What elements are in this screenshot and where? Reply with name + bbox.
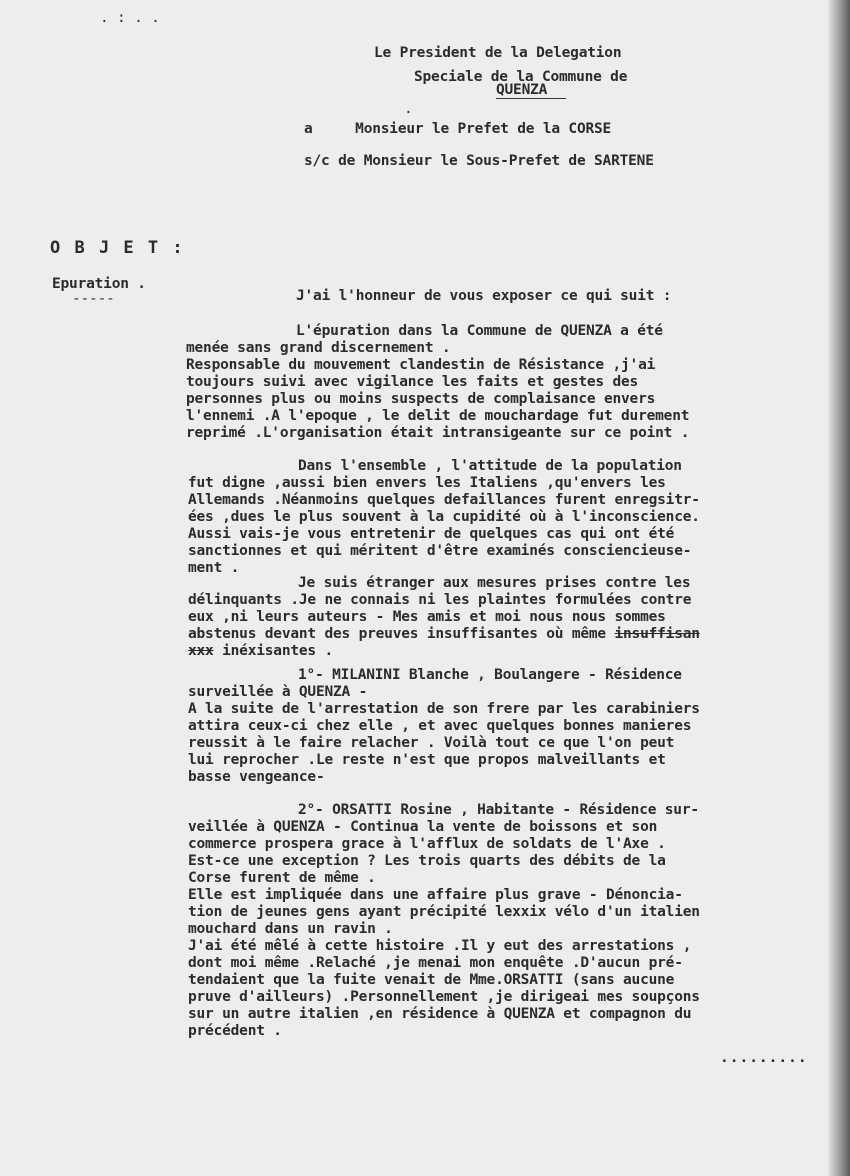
intro-line: J'ai l'honneur de vous exposer ce qui suit : bbox=[296, 288, 672, 304]
objet-subject: Epuration . bbox=[52, 276, 146, 292]
item2-line: sur un autre italien ,en résidence à QUENZA et compagnon du bbox=[188, 1006, 692, 1022]
item2-line: J'ai été mêlé à cette histoire .Il y eut des arrestations , bbox=[188, 938, 692, 954]
sender-commune-underline bbox=[496, 98, 566, 99]
item2-line: dont moi même .Relaché ,je menai mon enquête .D'aucun pré- bbox=[188, 955, 683, 971]
item2-line: précédent . bbox=[188, 1023, 282, 1039]
item2-line: tion de jeunes gens ayant précipité lexxix vélo d'un italien bbox=[188, 904, 700, 920]
header-mark: . bbox=[404, 101, 413, 117]
item1-line: A la suite de l'arrestation de son frere par les carabiniers bbox=[188, 701, 700, 717]
p3-line: délinquants .Je ne connais ni les plaintes formulées contre bbox=[188, 592, 692, 608]
p2-line: Dans l'ensemble , l'attitude de la population bbox=[298, 458, 682, 474]
p3-line-text: abstenus devant des preuves insuffisantes où même bbox=[188, 626, 615, 642]
p2-line: ment . bbox=[188, 560, 240, 576]
item1-line: reussit à le faire relacher . Voilà tout ce que l'on peut bbox=[188, 735, 675, 751]
via-line: s/c de Monsieur le Sous-Prefet de SARTENE bbox=[304, 153, 654, 169]
p2-line: sanctionnes et qui méritent d'être examinés consciencieuse- bbox=[188, 543, 692, 559]
p1-line: reprimé .L'organisation était intransigeante sur ce point . bbox=[186, 425, 690, 441]
p3-line-with-strike bbox=[188, 626, 700, 643]
item2-line: Corse furent de même . bbox=[188, 870, 376, 886]
item2-line: commerce prospera grace à l'afflux de soldats de l'Axe . bbox=[188, 836, 666, 852]
item1-line: 1°- MILANINI Blanche , Boulangere - Résidence bbox=[298, 667, 682, 683]
p3-line-text: inéxisantes . bbox=[213, 643, 334, 659]
item2-line: Est-ce une exception ? Les trois quarts des débits de la bbox=[188, 853, 666, 869]
top-marks: . : . . bbox=[100, 10, 160, 26]
p1-line: L'épuration dans la Commune de QUENZA a été bbox=[296, 323, 663, 339]
p1-line: toujours suivi avec vigilance les faits et gestes des bbox=[186, 374, 639, 390]
p1-line: personnes plus ou moins suspects de complaisance envers bbox=[186, 391, 656, 407]
struck-text: xxx bbox=[188, 643, 214, 659]
item2-line: 2°- ORSATTI Rosine , Habitante - Résidence sur- bbox=[298, 802, 699, 818]
item2-line: tendaient que la fuite venait de Mme.ORSATTI (sans aucune bbox=[188, 972, 675, 988]
p3-line-end bbox=[188, 643, 333, 660]
recipient-line: a Monsieur le Prefet de la CORSE bbox=[304, 121, 612, 137]
p1-line: Responsable du mouvement clandestin de Résistance ,j'ai bbox=[186, 357, 656, 373]
p2-line: fut digne ,aussi bien envers les Italiens ,qu'envers les bbox=[188, 475, 666, 491]
item2-line: Elle est impliquée dans une affaire plus grave - Dénoncia- bbox=[188, 887, 683, 903]
sender-title-line1: Le President de la Delegation bbox=[374, 45, 622, 61]
item1-line: basse vengeance- bbox=[188, 769, 325, 785]
item1-line: attira ceux-ci chez elle , et avec quelques bonnes manieres bbox=[188, 718, 692, 734]
item1-line: surveillée à QUENZA - bbox=[188, 684, 368, 700]
p2-line: Aussi vais-je vous entretenir de quelques cas qui ont été bbox=[188, 526, 675, 542]
item2-line: mouchard dans un ravin . bbox=[188, 921, 393, 937]
struck-text: insuffisan bbox=[614, 626, 700, 642]
item2-line: veillée à QUENZA - Continua la vente de boissons et son bbox=[188, 819, 658, 835]
p3-line: Je suis étranger aux mesures prises contre les bbox=[298, 575, 691, 591]
p2-line: ées ,dues le plus souvent à la cupidité où à l'inconscience. bbox=[188, 509, 700, 525]
p2-line: Allemands .Néanmoins quelques defaillances furent enregsitr- bbox=[188, 492, 700, 508]
continuation-dots: ......... bbox=[720, 1050, 808, 1066]
item2-line: pruve d'ailleurs) .Personnellement ,je dirigeai mes soupçons bbox=[188, 989, 700, 1005]
p1-line: menée sans grand discernement . bbox=[186, 340, 451, 356]
p1-line: l'ennemi .A l'epoque , le delit de mouchardage fut durement bbox=[186, 408, 690, 424]
objet-label: O B J E T : bbox=[50, 238, 185, 258]
page-edge-shadow bbox=[828, 0, 850, 1176]
p3-line: eux ,ni leurs auteurs - Mes amis et moi nous nous sommes bbox=[188, 609, 666, 625]
sender-title-line2: Speciale de la Commune de bbox=[414, 69, 628, 85]
item1-line: lui reprocher .Le reste n'est que propos malveillants et bbox=[188, 752, 666, 768]
objet-underline: ----- bbox=[72, 291, 115, 307]
sender-commune: QUENZA bbox=[496, 82, 548, 98]
